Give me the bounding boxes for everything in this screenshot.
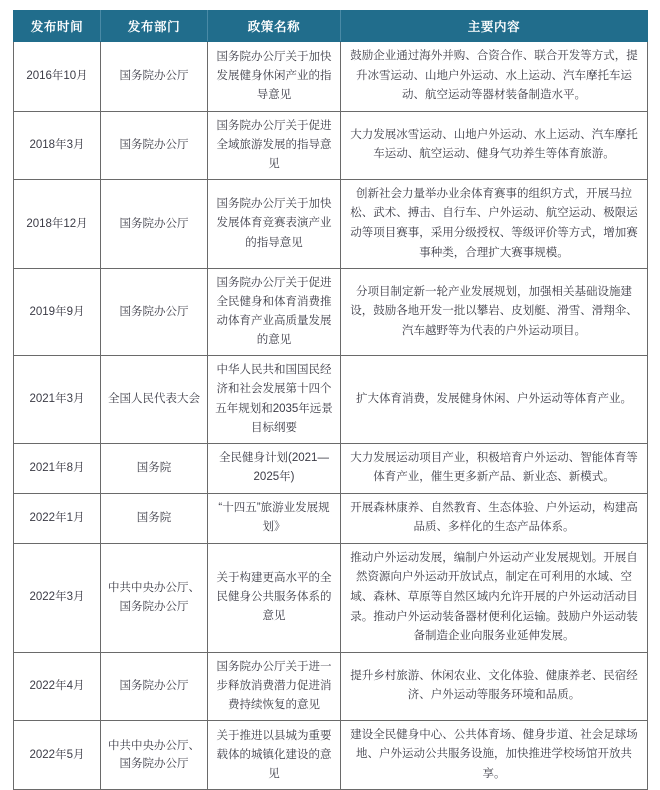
cell-policy-name: 国务院办公厅关于促进全民健身和体育消费推动体育产业高质量发展的意见 — [208, 269, 341, 356]
policy-table — [13, 10, 648, 790]
cell-policy-name: 全民健身计划(2021—2025年) — [208, 443, 341, 493]
cell-publish-date: 2022年5月 — [14, 720, 101, 790]
table-row — [14, 269, 648, 356]
cell-policy-name: 国务院办公厅关于促进全域旅游发展的指导意见 — [208, 111, 341, 179]
cell-policy-name: 国务院办公厅关于加快发展健身休闲产业的指导意见 — [208, 42, 341, 112]
cell-main-content: 扩大体育消费，发展健身休闲、户外运动等体育产业。 — [341, 356, 648, 443]
cell-publish-date: 2018年3月 — [14, 111, 101, 179]
cell-publish-department: 全国人民代表大会 — [101, 356, 208, 443]
cell-publish-date: 2022年1月 — [14, 493, 101, 543]
cell-policy-name: 中华人民共和国国民经济和社会发展第十四个五年规划和2035年远景目标纲要 — [208, 356, 341, 443]
cell-policy-name: 国务院办公厅关于进一步释放消费潜力促进消费持续恢复的意见 — [208, 652, 341, 720]
cell-main-content: 大力发展冰雪运动、山地户外运动、水上运动、汽车摩托车运动、航空运动、健身气功养生等体育旅游。 — [341, 111, 648, 179]
cell-publish-department: 国务院办公厅 — [101, 179, 208, 268]
cell-publish-department: 国务院 — [101, 493, 208, 543]
cell-main-content: 提升乡村旅游、休闲农业、文化体验、健康养老、民宿经济、户外运动等服务环境和品质。 — [341, 652, 648, 720]
table-row — [14, 720, 648, 790]
cell-main-content: 建设全民健身中心、公共体育场、健身步道、社会足球场地、户外运动公共服务设施，加快推进学校场馆开放共享。 — [341, 720, 648, 790]
table-header — [14, 11, 648, 42]
cell-publish-date: 2019年9月 — [14, 269, 101, 356]
column-header-date: 发布时间 — [14, 11, 101, 42]
table-row — [14, 179, 648, 268]
table-header-row — [14, 11, 648, 42]
cell-publish-department: 国务院办公厅 — [101, 42, 208, 112]
cell-publish-date: 2022年3月 — [14, 543, 101, 652]
cell-policy-name: 关于推进以县城为重要载体的城镇化建设的意见 — [208, 720, 341, 790]
cell-publish-date: 2021年3月 — [14, 356, 101, 443]
cell-main-content: 推动户外运动发展，编制户外运动产业发展规划。开展自然资源向户外运动开放试点，制定在可利用的水域、空域、森林、草原等自然区域内允许开展的户外运动活动目录。推动户外运动装备器材便利化运输。鼓励户外运动装备制造企业向服务业延伸发展。 — [341, 543, 648, 652]
table-row — [14, 356, 648, 443]
cell-main-content: 创新社会力量举办业余体育赛事的组织方式，开展马拉松、武术、搏击、自行车、户外运动、航空运动、极限运动等项目赛事，采用分级授权、等级评价等方式，增加赛事种类，合理扩大赛事规模。 — [341, 179, 648, 268]
cell-publish-department: 国务院办公厅 — [101, 111, 208, 179]
cell-main-content: 分项目制定新一轮产业发展规划，加强相关基础设施建设，鼓励各地开发一批以攀岩、皮划艇、滑雪、滑翔伞、汽车越野等为代表的户外运动项目。 — [341, 269, 648, 356]
cell-publish-department: 国务院办公厅 — [101, 652, 208, 720]
table-row — [14, 111, 648, 179]
column-header-policy: 政策名称 — [208, 11, 341, 42]
table-row — [14, 493, 648, 543]
cell-main-content: 鼓励企业通过海外并购、合资合作、联合开发等方式，提升冰雪运动、山地户外运动、水上运动、汽车摩托车运动、航空运动等器材装备制造水平。 — [341, 42, 648, 112]
policy-table-container — [13, 10, 647, 790]
cell-publish-date: 2016年10月 — [14, 42, 101, 112]
cell-policy-name: 国务院办公厅关于加快发展体育竞赛表演产业的指导意见 — [208, 179, 341, 268]
cell-publish-department: 中共中央办公厅、国务院办公厅 — [101, 720, 208, 790]
cell-main-content: 大力发展运动项目产业，积极培育户外运动、智能体育等体育产业，催生更多新产品、新业态、新模式。 — [341, 443, 648, 493]
column-header-dept: 发布部门 — [101, 11, 208, 42]
table-row — [14, 543, 648, 652]
table-row — [14, 652, 648, 720]
cell-publish-date: 2018年12月 — [14, 179, 101, 268]
cell-publish-department: 国务院办公厅 — [101, 269, 208, 356]
column-header-content: 主要内容 — [341, 11, 648, 42]
cell-publish-date: 2021年8月 — [14, 443, 101, 493]
cell-main-content: 开展森林康养、自然教育、生态体验、户外运动，构建高品质、多样化的生态产品体系。 — [341, 493, 648, 543]
cell-policy-name: “十四五”旅游业发展规划》 — [208, 493, 341, 543]
cell-publish-department: 中共中央办公厅、国务院办公厅 — [101, 543, 208, 652]
cell-publish-department: 国务院 — [101, 443, 208, 493]
cell-policy-name: 关于构建更高水平的全民健身公共服务体系的意见 — [208, 543, 341, 652]
table-row — [14, 42, 648, 112]
table-body — [14, 42, 648, 790]
cell-publish-date: 2022年4月 — [14, 652, 101, 720]
table-row — [14, 443, 648, 493]
